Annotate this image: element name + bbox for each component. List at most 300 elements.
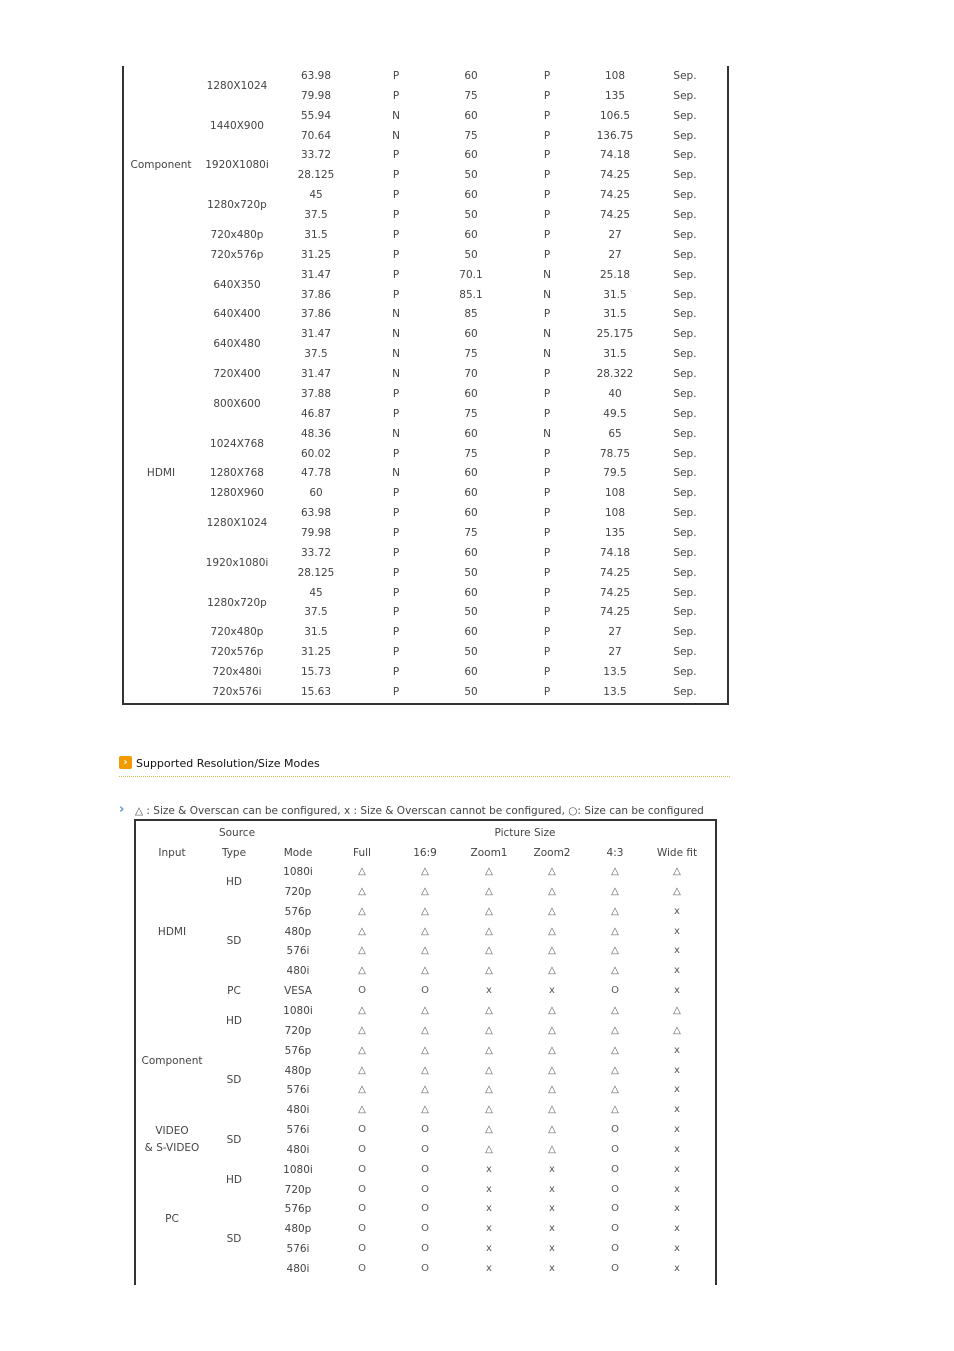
full-cell: O — [358, 985, 366, 997]
h-freq-cell: 31.47 — [300, 268, 332, 281]
pixel-clock-cell: 49.5 — [603, 407, 627, 420]
pixel-clock-cell: 74.18 — [599, 546, 631, 559]
type-label: SD — [226, 1233, 242, 1246]
full-cell: △ — [358, 885, 366, 897]
sync-cell: Sep. — [673, 566, 697, 579]
h-polarity-cell: P — [392, 606, 400, 619]
sync-cell: Sep. — [673, 467, 697, 480]
ratio-16-9-cell: △ — [421, 965, 429, 977]
mode-cell: 480p — [284, 1064, 312, 1077]
pixel-clock-cell: 106.5 — [599, 109, 631, 122]
pixel-clock-cell: 135 — [604, 89, 626, 102]
zoom2-cell: x — [549, 1243, 555, 1255]
ratio-4-3-cell: △ — [611, 1104, 619, 1116]
resolution-label: 800X600 — [213, 397, 261, 410]
v-freq-cell: 85 — [464, 308, 478, 321]
v-freq-cell: 75 — [464, 527, 478, 539]
column-header: 16:9 — [413, 847, 437, 859]
pixel-clock-cell: 25.175 — [596, 328, 634, 341]
v-polarity-cell: P — [543, 209, 551, 222]
h-freq-cell: 47.78 — [300, 467, 332, 480]
full-cell: O — [358, 1243, 366, 1255]
v-freq-cell: 60 — [464, 626, 478, 639]
resolution-label: 1280X960 — [210, 487, 264, 500]
h-freq-cell: 60.02 — [300, 447, 332, 460]
h-freq-cell: 79.98 — [300, 89, 332, 102]
h-freq-cell: 31.25 — [300, 248, 332, 261]
zoom2-cell: x — [549, 985, 555, 997]
v-freq-cell: 60 — [464, 70, 478, 82]
h-polarity-cell: P — [392, 149, 400, 162]
wide-fit-cell: x — [674, 1243, 680, 1255]
v-polarity-cell: P — [543, 606, 551, 619]
v-freq-cell: 60 — [464, 228, 478, 241]
pixel-clock-cell: 13.5 — [603, 666, 627, 679]
wide-fit-cell: x — [674, 985, 680, 997]
full-cell: O — [358, 1203, 366, 1215]
v-freq-cell: 60 — [464, 149, 478, 162]
h-polarity-cell: N — [392, 109, 400, 122]
full-cell: △ — [358, 925, 366, 937]
zoom1-cell: △ — [485, 1104, 493, 1116]
h-freq-cell: 31.47 — [300, 328, 332, 341]
resolution-label: 1280x720p — [207, 199, 267, 212]
mode-cell: 720p — [284, 1024, 312, 1037]
type-label: HD — [226, 1173, 242, 1186]
resolution-label: 720x480p — [210, 626, 264, 639]
ratio-4-3-cell: △ — [611, 905, 619, 917]
h-polarity-cell: P — [392, 487, 400, 500]
h-freq-cell: 55.94 — [300, 109, 332, 122]
sync-cell: Sep. — [673, 169, 697, 182]
v-polarity-cell: P — [543, 527, 551, 539]
v-polarity-cell: P — [543, 447, 551, 460]
h-freq-cell: 31.25 — [300, 646, 332, 659]
v-polarity-cell: P — [543, 70, 551, 82]
ratio-16-9-cell: △ — [421, 945, 429, 957]
v-freq-cell: 50 — [464, 685, 478, 698]
ratio-4-3-cell: △ — [611, 1004, 619, 1016]
sync-cell: Sep. — [673, 646, 697, 659]
type-label: HD — [226, 875, 242, 888]
v-polarity-cell: P — [543, 169, 551, 182]
zoom1-cell: x — [486, 1263, 492, 1274]
ratio-4-3-cell: △ — [611, 866, 619, 877]
h-polarity-cell: P — [392, 447, 400, 460]
zoom1-cell: x — [486, 1223, 492, 1235]
v-freq-cell: 60 — [464, 387, 478, 400]
v-polarity-cell: P — [543, 467, 551, 480]
pixel-clock-cell: 136.75 — [596, 129, 634, 142]
v-polarity-cell: P — [543, 129, 551, 142]
full-cell: △ — [358, 1004, 366, 1016]
column-header: Type — [221, 847, 247, 859]
zoom1-cell: △ — [485, 1124, 493, 1136]
h-polarity-cell: P — [392, 70, 400, 82]
resolution-label: 1440X900 — [210, 119, 264, 132]
type-label: SD — [226, 935, 242, 948]
zoom2-cell: △ — [548, 925, 556, 937]
resolution-label: 720x576p — [210, 646, 264, 659]
mode-cell: 1080i — [283, 1163, 313, 1176]
zoom2-cell: △ — [548, 1124, 556, 1136]
h-polarity-cell: N — [392, 368, 400, 381]
full-cell: △ — [358, 905, 366, 917]
v-polarity-cell: N — [543, 348, 551, 361]
v-polarity-cell: N — [543, 328, 551, 341]
ratio-16-9-cell: △ — [421, 1084, 429, 1096]
v-polarity-cell: P — [543, 546, 551, 559]
ratio-16-9-cell: O — [421, 1263, 429, 1274]
wide-fit-cell: x — [674, 1183, 680, 1195]
v-polarity-cell: P — [543, 626, 551, 639]
section-title: Supported Resolution/Size Modes — [136, 757, 320, 770]
v-freq-cell: 60 — [464, 427, 478, 440]
zoom2-cell: △ — [548, 905, 556, 917]
ratio-16-9-cell: O — [421, 985, 429, 997]
sync-cell: Sep. — [673, 248, 697, 261]
full-cell: △ — [358, 1104, 366, 1116]
resolution-label: 1024X768 — [210, 437, 264, 450]
v-polarity-cell: P — [543, 646, 551, 659]
orange-arrow-icon: › — [119, 756, 132, 769]
ratio-4-3-cell: △ — [611, 945, 619, 957]
pixel-clock-cell: 65 — [608, 427, 622, 440]
zoom1-cell: △ — [485, 925, 493, 937]
pixel-clock-cell: 25.18 — [599, 268, 631, 281]
ratio-16-9-cell: O — [421, 1223, 429, 1235]
mode-cell: 576i — [286, 1124, 310, 1137]
zoom2-cell: x — [549, 1183, 555, 1195]
resolution-label: 1280x720p — [207, 596, 267, 609]
sync-cell: Sep. — [673, 109, 697, 122]
pixel-clock-cell: 108 — [604, 487, 626, 500]
sync-cell: Sep. — [673, 626, 697, 639]
v-polarity-cell: P — [543, 666, 551, 679]
ratio-4-3-cell: O — [611, 1223, 619, 1235]
v-polarity-cell: P — [543, 308, 551, 321]
h-polarity-cell: P — [392, 209, 400, 222]
h-freq-cell: 45 — [309, 586, 323, 599]
v-freq-cell: 60 — [464, 487, 478, 500]
h-freq-cell: 60 — [309, 487, 323, 500]
ratio-16-9-cell: △ — [421, 1004, 429, 1016]
h-freq-cell: 63.98 — [300, 70, 332, 82]
h-freq-cell: 31.47 — [300, 368, 332, 381]
v-polarity-cell: P — [543, 487, 551, 500]
ratio-16-9-cell: O — [421, 1143, 429, 1155]
resolution-label: 720x576p — [210, 248, 264, 261]
wide-fit-cell: x — [674, 1064, 680, 1076]
h-freq-cell: 79.98 — [300, 527, 332, 539]
ratio-4-3-cell: O — [611, 1124, 619, 1136]
sync-cell: Sep. — [673, 268, 697, 281]
mode-cell: 480i — [286, 1263, 310, 1275]
full-cell: △ — [358, 1044, 366, 1056]
ratio-4-3-cell: O — [611, 1263, 619, 1274]
ratio-16-9-cell: △ — [421, 1104, 429, 1116]
pixel-clock-cell: 31.5 — [603, 348, 627, 361]
mode-cell: 576i — [286, 945, 310, 958]
v-polarity-cell: P — [543, 368, 551, 381]
zoom1-cell: x — [486, 1183, 492, 1195]
h-polarity-cell: N — [392, 328, 400, 341]
column-header: Mode — [283, 847, 313, 859]
resolution-label: 1280X1024 — [206, 517, 268, 530]
zoom1-cell: x — [486, 1243, 492, 1255]
wide-fit-cell: x — [674, 1223, 680, 1235]
wide-fit-cell: x — [674, 1124, 680, 1136]
full-cell: O — [358, 1223, 366, 1235]
ratio-16-9-cell: O — [421, 1183, 429, 1195]
pixel-clock-cell: 78.75 — [599, 447, 631, 460]
mode-cell: 576i — [286, 1084, 310, 1097]
ratio-4-3-cell: O — [611, 1163, 619, 1175]
pixel-clock-cell: 27 — [608, 228, 622, 241]
h-freq-cell: 37.5 — [304, 348, 328, 361]
h-polarity-cell: P — [392, 646, 400, 659]
legend-text: △ : Size & Overscan can be configured, x : Size & Overscan cannot be configured, ○: Size can be configured — [135, 805, 704, 817]
sync-cell: Sep. — [673, 308, 697, 321]
pixel-clock-cell: 31.5 — [603, 308, 627, 321]
v-polarity-cell: P — [543, 685, 551, 698]
column-header: Full — [353, 847, 371, 859]
h-polarity-cell: N — [392, 129, 400, 142]
v-freq-cell: 50 — [464, 248, 478, 261]
h-polarity-cell: P — [392, 586, 400, 599]
full-cell: △ — [358, 866, 366, 877]
v-freq-cell: 75 — [464, 89, 478, 102]
h-freq-cell: 70.64 — [300, 129, 332, 142]
column-header: Zoom2 — [533, 847, 571, 859]
sync-cell: Sep. — [673, 407, 697, 420]
h-freq-cell: 37.86 — [300, 308, 332, 321]
pixel-clock-cell: 135 — [604, 527, 626, 539]
resolution-label: 720x480i — [212, 666, 262, 679]
zoom2-cell: x — [549, 1263, 555, 1274]
sync-cell: Sep. — [673, 89, 697, 102]
wide-fit-cell: x — [674, 1163, 680, 1175]
pixel-clock-cell: 13.5 — [603, 685, 627, 698]
wide-fit-cell: x — [674, 1203, 680, 1215]
v-freq-cell: 50 — [464, 169, 478, 182]
zoom2-cell: x — [549, 1163, 555, 1175]
pixel-clock-cell: 74.18 — [599, 149, 631, 162]
wide-fit-cell: △ — [673, 1004, 681, 1016]
h-polarity-cell: P — [392, 89, 400, 102]
sync-cell: Sep. — [673, 586, 697, 599]
sync-cell: Sep. — [673, 228, 697, 241]
ratio-4-3-cell: △ — [611, 925, 619, 937]
h-polarity-cell: N — [392, 467, 400, 480]
h-freq-cell: 37.88 — [300, 387, 332, 400]
resolution-label: 1920X1080i — [205, 159, 269, 172]
pixel-clock-cell: 74.25 — [599, 586, 631, 599]
resolution-label: 640X400 — [213, 308, 261, 321]
h-freq-cell: 46.87 — [300, 407, 332, 420]
v-polarity-cell: P — [543, 89, 551, 102]
ratio-16-9-cell: O — [421, 1243, 429, 1255]
wide-fit-cell: x — [674, 945, 680, 957]
mode-cell: 480i — [286, 1104, 310, 1117]
sync-cell: Sep. — [673, 685, 697, 698]
column-header: Wide fit — [656, 847, 698, 859]
zoom1-cell: △ — [485, 885, 493, 897]
pixel-clock-cell: 74.25 — [599, 189, 631, 202]
v-freq-cell: 50 — [464, 646, 478, 659]
zoom2-cell: △ — [548, 1024, 556, 1036]
pixel-clock-cell: 31.5 — [603, 288, 627, 301]
wide-fit-cell: △ — [673, 1024, 681, 1036]
mode-cell: 576p — [284, 1203, 312, 1216]
h-freq-cell: 31.5 — [304, 626, 328, 639]
sync-cell: Sep. — [673, 447, 697, 460]
v-polarity-cell: N — [543, 427, 551, 440]
ratio-16-9-cell: △ — [421, 1064, 429, 1076]
pixel-clock-cell: 74.25 — [599, 606, 631, 619]
ratio-4-3-cell: O — [611, 985, 619, 997]
zoom2-cell: △ — [548, 1143, 556, 1155]
h-polarity-cell: P — [392, 566, 400, 579]
resolution-label: 720x576i — [212, 685, 262, 698]
zoom2-cell: △ — [548, 1064, 556, 1076]
input-label: VIDEO & S-VIDEO — [144, 1124, 200, 1154]
sync-cell: Sep. — [673, 149, 697, 162]
column-header: 4:3 — [606, 847, 624, 859]
sync-cell: Sep. — [673, 70, 697, 82]
resolution-label: 1280X1024 — [206, 79, 268, 92]
v-polarity-cell: P — [543, 387, 551, 400]
h-polarity-cell: P — [392, 288, 400, 301]
h-freq-cell: 15.63 — [300, 685, 332, 698]
ratio-16-9-cell: △ — [421, 866, 429, 877]
pixel-clock-cell: 74.25 — [599, 209, 631, 222]
zoom1-cell: △ — [485, 945, 493, 957]
sync-cell: Sep. — [673, 209, 697, 222]
input-group-label: Component — [130, 159, 192, 172]
zoom2-cell: △ — [548, 1104, 556, 1116]
full-cell: △ — [358, 1024, 366, 1036]
input-label: PC — [165, 1213, 179, 1226]
h-polarity-cell: N — [392, 308, 400, 321]
sync-cell: Sep. — [673, 507, 697, 520]
v-freq-cell: 60 — [464, 189, 478, 202]
h-freq-cell: 28.125 — [297, 169, 335, 182]
zoom1-cell: △ — [485, 1004, 493, 1016]
h-polarity-cell: P — [392, 666, 400, 679]
zoom1-cell: △ — [485, 965, 493, 977]
input-label: Component — [141, 1054, 203, 1067]
v-polarity-cell: P — [543, 149, 551, 162]
ratio-16-9-cell: O — [421, 1203, 429, 1215]
pixel-clock-cell: 108 — [604, 70, 626, 82]
full-cell: △ — [358, 965, 366, 977]
input-label: HDMI — [157, 925, 187, 938]
v-freq-cell: 50 — [464, 209, 478, 222]
zoom2-cell: x — [549, 1203, 555, 1215]
wide-fit-cell: x — [674, 1084, 680, 1096]
v-freq-cell: 60 — [464, 507, 478, 520]
mode-cell: 1080i — [283, 1004, 313, 1017]
wide-fit-cell: x — [674, 1143, 680, 1155]
h-freq-cell: 37.5 — [304, 606, 328, 619]
resolution-label: 640X350 — [213, 278, 261, 291]
h-polarity-cell: P — [392, 387, 400, 400]
v-freq-cell: 75 — [464, 447, 478, 460]
wide-fit-cell: x — [674, 1044, 680, 1056]
mode-cell: VESA — [284, 985, 312, 998]
sync-cell: Sep. — [673, 328, 697, 341]
zoom1-cell: △ — [485, 1044, 493, 1056]
zoom1-cell: △ — [485, 866, 493, 877]
h-polarity-cell: P — [392, 685, 400, 698]
h-polarity-cell: P — [392, 626, 400, 639]
ratio-16-9-cell: △ — [421, 1024, 429, 1036]
pixel-clock-cell: 79.5 — [603, 467, 627, 480]
wide-fit-cell: x — [674, 925, 680, 937]
v-polarity-cell: P — [543, 586, 551, 599]
h-freq-cell: 48.36 — [300, 427, 332, 440]
full-cell: △ — [358, 1064, 366, 1076]
sync-cell: Sep. — [673, 288, 697, 301]
full-cell: O — [358, 1263, 366, 1274]
zoom1-cell: △ — [485, 1064, 493, 1076]
column-header: Zoom1 — [470, 847, 508, 859]
sync-cell: Sep. — [673, 666, 697, 679]
h-freq-cell: 37.5 — [304, 209, 328, 222]
mode-cell: 720p — [284, 885, 312, 898]
size-mode-table — [134, 819, 717, 1285]
zoom2-cell: △ — [548, 1044, 556, 1056]
zoom2-cell: △ — [548, 885, 556, 897]
full-cell: △ — [358, 1084, 366, 1096]
v-polarity-cell: P — [543, 248, 551, 261]
zoom2-cell: △ — [548, 965, 556, 977]
h-polarity-cell: N — [392, 427, 400, 440]
zoom1-cell: x — [486, 1203, 492, 1215]
ratio-4-3-cell: O — [611, 1203, 619, 1215]
v-freq-cell: 60 — [464, 328, 478, 341]
v-freq-cell: 50 — [464, 606, 478, 619]
h-freq-cell: 31.5 — [304, 228, 328, 241]
v-polarity-cell: P — [543, 189, 551, 202]
v-polarity-cell: P — [543, 507, 551, 520]
mode-cell: 480i — [286, 965, 310, 978]
sync-cell: Sep. — [673, 348, 697, 361]
sync-cell: Sep. — [673, 368, 697, 381]
full-cell: O — [358, 1163, 366, 1175]
h-polarity-cell: P — [392, 189, 400, 202]
pixel-clock-cell: 27 — [608, 248, 622, 261]
zoom1-cell: x — [486, 1163, 492, 1175]
zoom2-cell: △ — [548, 1004, 556, 1016]
ratio-16-9-cell: O — [421, 1163, 429, 1175]
pixel-clock-cell: 108 — [604, 507, 626, 520]
ratio-4-3-cell: O — [611, 1183, 619, 1195]
v-polarity-cell: P — [543, 407, 551, 420]
wide-fit-cell: x — [674, 905, 680, 917]
v-freq-cell: 60 — [464, 467, 478, 480]
dotted-divider — [119, 776, 730, 777]
ratio-16-9-cell: △ — [421, 885, 429, 897]
zoom2-cell: △ — [548, 866, 556, 877]
ratio-4-3-cell: △ — [611, 1044, 619, 1056]
sync-cell: Sep. — [673, 189, 697, 202]
resolution-label: 720X400 — [213, 368, 261, 381]
header-picture-size: Picture Size — [494, 827, 556, 839]
h-polarity-cell: P — [392, 228, 400, 241]
sync-cell: Sep. — [673, 606, 697, 619]
